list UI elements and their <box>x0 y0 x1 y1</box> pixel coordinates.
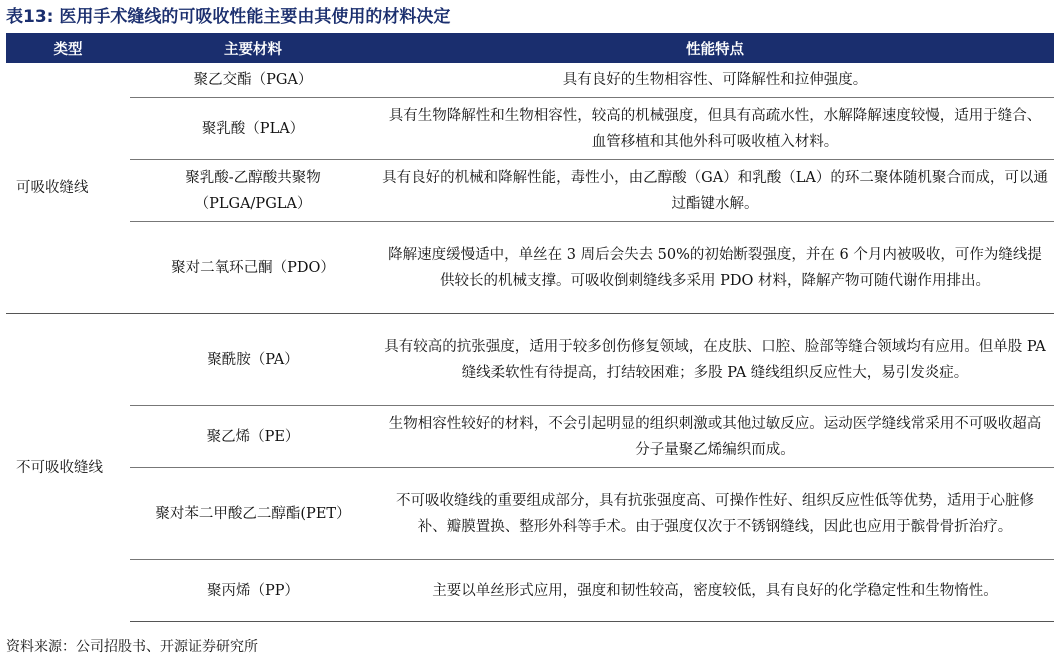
material-cell: 聚丙烯（PP） <box>130 560 376 622</box>
features-cell: 具有良好的生物相容性、可降解性和拉伸强度。 <box>562 72 868 88</box>
features-cell: 生物相容性较好的材料，不会引起明显的组织刺激或其他过敏反应。运动医学缝线常采用不可吸收超高分子量聚乙烯编织而成。 <box>376 406 1054 468</box>
features-cell: 具有良好的机械和降解性能，毒性小，由乙醇酸（GA）和乳酸（LA）的环二聚体随机聚合而成，可以通过酯键水解。 <box>376 160 1054 222</box>
features-cell: 具有生物降解性和生物相容性，较高的机械强度，但具有高疏水性，水解降解速度较慢，适用于缝合、血管移植和其他外科可吸收植入材料。 <box>376 98 1054 160</box>
material-cell: 聚对苯二甲酸乙二醇酯(PET） <box>130 468 376 560</box>
material-table <box>6 33 1054 622</box>
table-title: 表13: 医用手术缝线的可吸收性能主要由其使用的材料决定 <box>6 7 451 27</box>
type-cell-absorbable: 可吸收缝线 <box>16 180 89 196</box>
features-cell: 降解速度缓慢适中，单丝在 3 周后会失去 50%的初始断裂强度，并在 6 个月内被吸收，可作为缝线提供较长的机械支撑。可吸收倒刺缝线多采用 PDO 材料，降解产物可随代谢作用排出。 <box>376 222 1054 314</box>
material-cell: 聚乙烯（PE） <box>130 406 376 468</box>
table-row <box>6 406 1054 468</box>
features-cell: 具有较高的抗张强度，适用于较多创伤修复领域，在皮肤、口腔、脸部等缝合领域均有应用。但单股 PA 缝线柔软性有待提高，打结较困难；多股 PA 缝线组织反应性大，易引发炎症。 <box>376 314 1054 406</box>
table-row <box>6 468 1054 560</box>
source-note: 资料来源：公司招股书、开源证券研究所 <box>6 639 258 655</box>
header-material: 主要材料 <box>130 33 376 63</box>
table-row <box>6 160 1054 222</box>
material-cell: 聚酰胺（PA） <box>130 314 376 406</box>
table-row <box>6 63 1054 98</box>
material-cell: 聚对二氧环己酮（PDO） <box>130 222 376 314</box>
header-features: 性能特点 <box>376 33 1054 63</box>
material-cell: 聚乳酸-乙醇酸共聚物（PLGA/PGLA） <box>130 160 376 222</box>
table-row <box>6 560 1054 622</box>
material-cell: 聚乙交酯（PGA） <box>193 72 313 88</box>
type-cell-non-absorbable: 不可吸收缝线 <box>6 314 130 622</box>
table-row <box>6 98 1054 160</box>
header-row <box>6 33 1054 63</box>
table-row <box>6 314 1054 406</box>
features-cell: 不可吸收缝线的重要组成部分，具有抗张强度高、可操作性好、组织反应性低等优势，适用于心脏修补、瓣膜置换、整形外科等手术。由于强度仅次于不锈钢缝线，因此也应用于髌骨骨折治疗。 <box>376 468 1054 560</box>
material-cell: 聚乳酸（PLA） <box>130 98 376 160</box>
header-type: 类型 <box>6 33 130 63</box>
features-cell: 主要以单丝形式应用，强度和韧性较高，密度较低，具有良好的化学稳定性和生物惰性。 <box>376 560 1054 622</box>
table-row <box>6 222 1054 314</box>
